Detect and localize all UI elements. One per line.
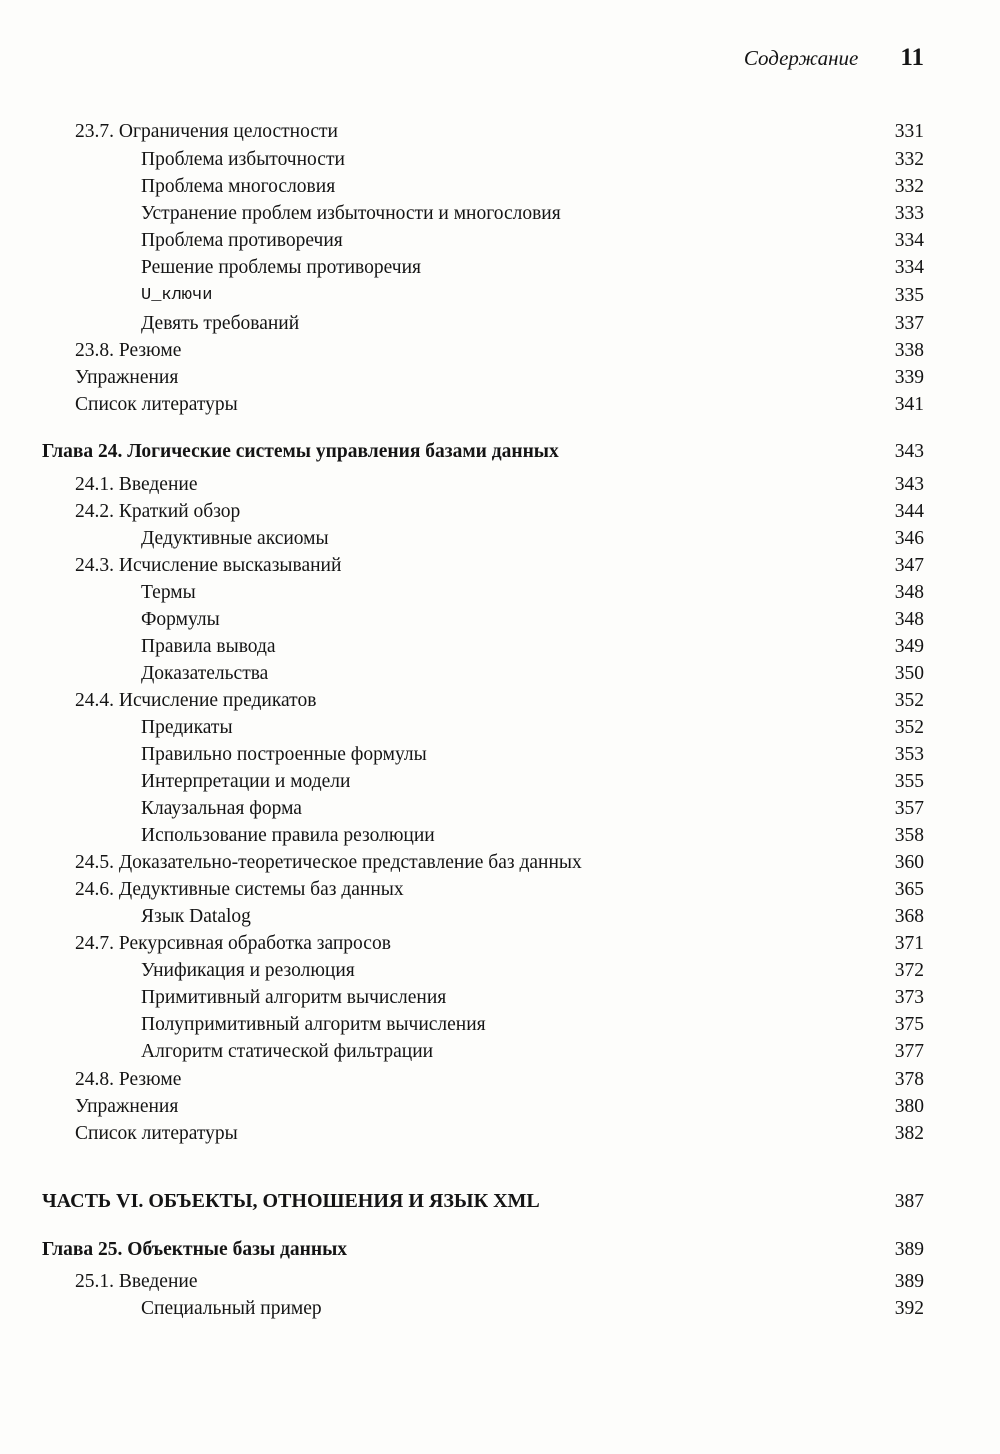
toc-entry-title: 24.5. Доказательно-теоретическое представление баз данных xyxy=(75,852,582,873)
page-header xyxy=(744,44,924,72)
toc-entry-page: 371 xyxy=(894,933,924,954)
toc-entry-title: ЧАСТЬ VI. ОБЪЕКТЫ, ОТНОШЕНИЯ И ЯЗЫК XML xyxy=(42,1190,540,1212)
toc-subsection xyxy=(0,741,1000,768)
toc-entry-title: Правильно построенные формулы xyxy=(141,744,427,765)
toc-entry-title: Список литературы xyxy=(75,1123,238,1144)
toc-section xyxy=(0,552,1000,579)
toc-subsection xyxy=(0,1011,1000,1038)
toc-chapter xyxy=(0,1236,1000,1263)
toc-subsection xyxy=(0,1295,1000,1322)
toc-section xyxy=(0,391,1000,418)
toc-entry-page: 335 xyxy=(894,285,924,306)
toc-entry-title: Примитивный алгоритм вычисления xyxy=(141,987,447,1008)
toc-entry-title: Полупримитивный алгоритм вычисления xyxy=(141,1014,486,1035)
toc-entry-title: Использование правила резолюции xyxy=(141,825,435,846)
toc-subsection xyxy=(0,903,1000,930)
toc-subsection xyxy=(0,822,1000,849)
toc-subsection xyxy=(0,768,1000,795)
toc-entry-page: 387 xyxy=(894,1191,924,1212)
toc-entry-title: 24.4. Исчисление предикатов xyxy=(75,690,317,711)
toc-section xyxy=(0,849,1000,876)
toc-entry-title: Предикаты xyxy=(141,717,233,738)
toc-entry-page: 389 xyxy=(894,1271,924,1292)
toc-entry-title: Упражнения xyxy=(75,1096,179,1117)
toc-subsection xyxy=(0,200,1000,227)
toc-entry-page: 348 xyxy=(894,609,924,630)
toc-entry-page: 338 xyxy=(894,340,924,361)
toc-entry-page: 389 xyxy=(894,1239,924,1260)
page-number: 11 xyxy=(900,44,924,71)
toc-entry-page: 360 xyxy=(894,852,924,873)
toc-entry-title: U_ключи xyxy=(141,286,213,305)
toc-entry-title: 23.7. Ограничения целостности xyxy=(75,121,338,142)
toc-entry-title: 24.6. Дедуктивные системы баз данных xyxy=(75,879,404,900)
toc-entry-title: Алгоритм статической фильтрации xyxy=(141,1041,434,1062)
toc-entry-title: Устранение проблем избыточности и многословия xyxy=(141,203,561,224)
toc-entry-page: 375 xyxy=(894,1014,924,1035)
toc-entry-page: 334 xyxy=(894,230,924,251)
toc-entry-page: 372 xyxy=(894,960,924,981)
toc-entry-title: Глава 25. Объектные базы данных xyxy=(42,1239,348,1260)
toc-entry-title: Язык Datalog xyxy=(141,906,251,927)
toc-entry-title: Клаузальная форма xyxy=(141,798,302,819)
toc-entry-page: 337 xyxy=(894,313,924,334)
toc-part xyxy=(0,1188,1000,1215)
toc-entry-title: 24.1. Введение xyxy=(75,474,198,495)
toc-entry-page: 347 xyxy=(894,555,924,576)
toc-entry-title: Интерпретации и модели xyxy=(141,771,351,792)
toc-entry-page: 365 xyxy=(894,879,924,900)
toc-subsection xyxy=(0,227,1000,254)
toc-entry-page: 346 xyxy=(894,528,924,549)
toc-subsection xyxy=(0,957,1000,984)
toc-section xyxy=(0,1268,1000,1295)
toc-entry-page: 334 xyxy=(894,257,924,278)
toc-entry-page: 339 xyxy=(894,367,924,388)
toc-entry-page: 350 xyxy=(894,663,924,684)
toc-entry-title: 24.8. Резюме xyxy=(75,1069,182,1090)
running-title: Содержание xyxy=(743,46,859,70)
toc-section xyxy=(0,1093,1000,1120)
toc-entry-title: 24.3. Исчисление высказываний xyxy=(75,555,342,576)
toc-entry-title: 24.7. Рекурсивная обработка запросов xyxy=(75,933,391,954)
toc-entry-title: Проблема многословия xyxy=(141,176,336,197)
toc-entry-title: Унификация и резолюция xyxy=(141,960,355,981)
toc-entry-page: 332 xyxy=(894,176,924,197)
toc-subsection xyxy=(0,579,1000,606)
toc-subsection xyxy=(0,525,1000,552)
toc-entry-page: 352 xyxy=(894,690,924,711)
toc-entry-page: 343 xyxy=(894,441,924,462)
toc-entry-title: Проблема избыточности xyxy=(141,149,345,170)
toc-entry-page: 358 xyxy=(894,825,924,846)
toc-entry-page: 392 xyxy=(894,1298,924,1319)
toc-entry-page: 331 xyxy=(894,121,924,142)
toc-subsection xyxy=(0,146,1000,173)
toc-entry-title: Формулы xyxy=(141,609,220,630)
toc-entry-title: Специальный пример xyxy=(141,1298,322,1319)
toc-entry-title: Правила вывода xyxy=(141,636,276,657)
toc-subsection xyxy=(0,714,1000,741)
toc-subsection xyxy=(0,254,1000,281)
toc-entry-page: 332 xyxy=(894,149,924,170)
toc-section xyxy=(0,471,1000,498)
toc-entry-page: 348 xyxy=(894,582,924,603)
toc-entry-page: 378 xyxy=(894,1069,924,1090)
toc-section xyxy=(0,1120,1000,1147)
toc-section xyxy=(0,337,1000,364)
toc-entry-title: Упражнения xyxy=(75,367,179,388)
toc-section xyxy=(0,687,1000,714)
toc-section xyxy=(0,118,1000,145)
toc-entry-title: Дедуктивные аксиомы xyxy=(141,528,329,549)
toc-subsection xyxy=(0,633,1000,660)
toc-subsection xyxy=(0,310,1000,337)
toc-entry-title: Список литературы xyxy=(75,394,238,415)
toc-entry-page: 380 xyxy=(894,1096,924,1117)
toc-entry-page: 355 xyxy=(894,771,924,792)
toc-entry-page: 352 xyxy=(894,717,924,738)
toc-entry-title: Девять требований xyxy=(141,313,300,334)
toc-subsection xyxy=(0,173,1000,200)
toc-entry-title: Решение проблемы противоречия xyxy=(141,257,421,278)
toc-subsection xyxy=(0,660,1000,687)
toc-entry-title: 25.1. Введение xyxy=(75,1271,198,1292)
toc-section xyxy=(0,1066,1000,1093)
toc-chapter xyxy=(0,438,1000,465)
toc-entry-page: 377 xyxy=(894,1041,924,1062)
toc-entry-title: Доказательства xyxy=(141,663,269,684)
toc-entry-title: Проблема противоречия xyxy=(141,230,343,251)
toc-entry-page: 357 xyxy=(894,798,924,819)
toc-entry-title: 24.2. Краткий обзор xyxy=(75,501,241,522)
toc-subsection xyxy=(0,282,1000,309)
toc-entry-page: 382 xyxy=(894,1123,924,1144)
toc-entry-page: 343 xyxy=(894,474,924,495)
toc-subsection xyxy=(0,1038,1000,1065)
toc-entry-title: Термы xyxy=(141,582,196,603)
toc-entry-page: 344 xyxy=(894,501,924,522)
toc-section xyxy=(0,364,1000,391)
toc-section xyxy=(0,498,1000,525)
toc-section xyxy=(0,930,1000,957)
toc-entry-title: Глава 24. Логические системы управления базами данных xyxy=(42,441,559,462)
toc-subsection xyxy=(0,984,1000,1011)
toc-entry-page: 368 xyxy=(894,906,924,927)
toc-entry-page: 333 xyxy=(894,203,924,224)
toc-entry-title: 23.8. Резюме xyxy=(75,340,182,361)
toc-entry-page: 349 xyxy=(894,636,924,657)
toc-subsection xyxy=(0,606,1000,633)
toc-section xyxy=(0,876,1000,903)
toc-entry-page: 341 xyxy=(894,394,924,415)
toc-subsection xyxy=(0,795,1000,822)
toc-entry-page: 373 xyxy=(894,987,924,1008)
toc-entry-page: 353 xyxy=(894,744,924,765)
